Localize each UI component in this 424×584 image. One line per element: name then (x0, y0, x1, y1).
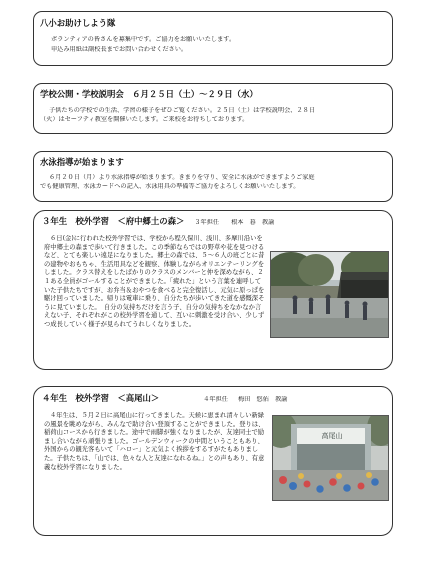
swimming-line-2: でも健康管理、水泳カードへの記入、水泳用具の準備等ご協力をよろしくお願いいたします。 (40, 183, 300, 190)
grade4-body: ４年生は、５月２日に高尾山に行ってきました。天候に恵まれ清々しい新緑の風景を眺めながら、みんなで助け合い登頂することができました。登りは、稲荷山コースから行きました。途中で雨脚が強くなりましたが、友達同士で励まし合いながら頑張りました。ゴールデンウィークの中間ということもあり、外国からの観光客もいて「ハロー」と元気よく挨拶をするすがたもありました。子供たちは、「山では、色々な人と友達になれるね。」との声もあり、有意義な校外学習になりました。 (44, 412, 265, 471)
grade3-photo (270, 251, 389, 338)
open-school-line-2: （火）はセーフティ教室を開催いたします。ご来校をお待ちしております。 (40, 116, 249, 123)
swimming-notice (33, 151, 393, 202)
grade3-report (33, 210, 393, 370)
open-school-title: 学校公開・学校説明会 ６月２５日（土）～２９日（水） (40, 89, 258, 99)
open-school-notice (33, 83, 393, 134)
grade3-body: ６日(金)に行われた校外学習では、学校から程久保川、浅川、多摩川沿いを府中郷土の森まで歩いて行きました。この季節ならではの野草や花を見つけるなど、とても楽しい遠足になりました。郷土の森では、５～６人の班ごとに昔の建物やおもちゃ、生活用具などを観察、体験しながらオリエンテーリングをしました。クラス替えをしたばかりのクラスのメンバーと仲を深めながら、２１ある全員がゴールすることができました。「疲れた」という言葉を連呼していた子供たちですが、お弁当＆おやつを食べると完全復活し、元気に原っぱを駆け回っていました。帰りは電車に乗り、自分たちが歩いてきた道を感慨深そうに見ていました。 自分の気持ちだけを言う子、自分の気持ちをなかなか言えない子、それぞれがこの校外学習を通して、互いに刺激を受け合い、少しずつ成長していく様子が見られてうれしくなりました。 (44, 235, 265, 328)
grade4-teacher-name: 梅田 悠佑 教諭 (238, 396, 288, 403)
volunteer-line-2: 申込み用紙は副校長までお問い合わせください。 (51, 46, 188, 53)
grade4-photo (272, 415, 389, 501)
park-photo-image (271, 252, 388, 337)
mount-takao-photo-image (273, 416, 388, 500)
volunteer-line-1: ボランティアの皆さんを募集中です。ご協力をお願いいたします。 (51, 36, 236, 43)
grade3-heading: ３年生 校外学習 ＜府中郷土の森＞ (42, 216, 185, 226)
swimming-title: 水泳指導が始まります (40, 157, 124, 167)
volunteer-notice (33, 11, 393, 66)
photo-sign: 高尾山 (321, 432, 343, 440)
open-school-line-1: 子供たちの学校での生活、学習の様子をぜひご覧ください。２５日（土）は学校説明会、２８日 (49, 107, 316, 114)
grade4-heading: ４年生 校外学習 ＜高尾山＞ (42, 393, 160, 403)
grade3-teacher-role: ３年担任 (194, 219, 220, 226)
swimming-line-1: ６月２０日（月）より水泳指導が始まります。きまりを守り、安全に水泳ができますようご家庭 (49, 174, 315, 181)
grade4-report (33, 386, 393, 536)
grade4-teacher-role: ４年担任 (203, 396, 228, 403)
volunteer-title: 八小お助けしよう隊 (40, 18, 116, 28)
grade3-teacher-name: 根本 暮 教諭 (231, 219, 275, 226)
